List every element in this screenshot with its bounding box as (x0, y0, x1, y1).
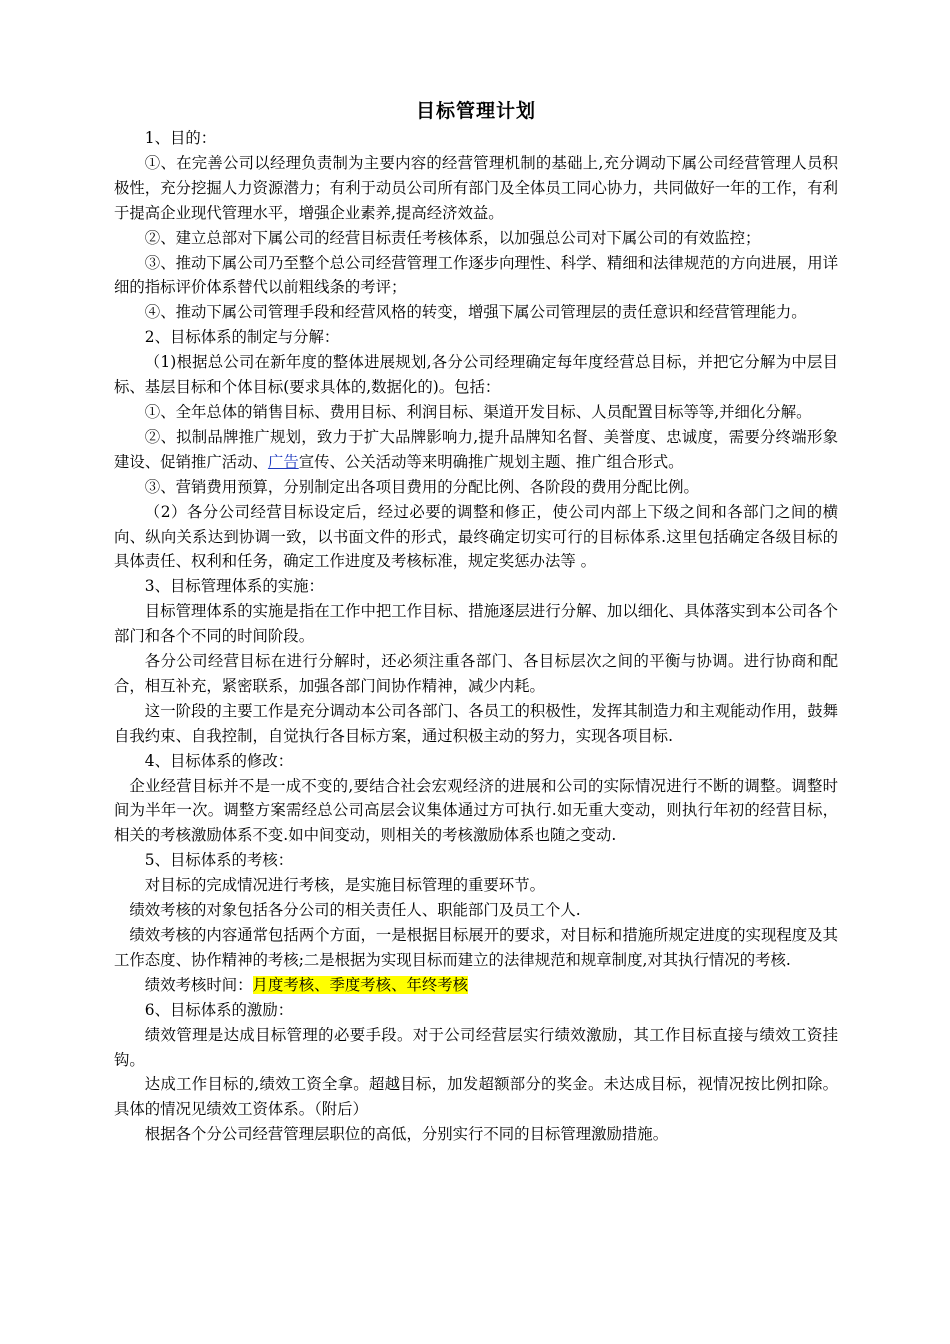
paragraph (114, 425, 838, 475)
paragraph: （2）各分公司经营目标设定后，经过必要的调整和修正，使公司内部上下级之间和各部门之间的横向、纵向关系达到协调一致，以书面文件的形式，最终确定切实可行的目标体系.这里包括确定各级目标的具体责任、权利和任务，确定工作进度及考核标准，规定奖惩办法等 。 (114, 502, 838, 571)
document-body (114, 126, 838, 1147)
paragraph: 这一阶段的主要工作是充分调动本公司各部门、各员工的积极性，发挥其制造力和主观能动作用，鼓舞自我约束、自我控制，自觉执行各目标方案，通过积极主动的努力，实现各项目标. (114, 701, 838, 745)
paragraph: 对目标的完成情况进行考核，是实施目标管理的重要环节。 (144, 876, 545, 895)
document-page (114, 96, 838, 1147)
paragraph: 各分公司经营目标在进行分解时，还必须注重各部门、各目标层次之间的平衡与协调。进行协商和配合，相互补充，紧密联系，加强各部门间协作精神，减少内耗。 (114, 652, 838, 695)
paragraph: ②、建立总部对下属公司的经营目标责任考核体系，以加强总公司对下属公司的有效监控； (144, 228, 761, 247)
paragraph (114, 973, 838, 998)
paragraph: 4、目标体系的修改： (144, 751, 294, 770)
document-title: 目标管理计划 (415, 100, 536, 122)
paragraph: ④、推动下属公司管理手段和经营风格的转变，增强下属公司管理层的责任意识和经营管理能力。 (144, 303, 807, 322)
paragraph: 1、目的： (144, 129, 217, 147)
paragraph: （1)根据总公司在新年度的整体进展规划,各分公司经理确定每年度经营总目标，并把它分解为中层目标、基层目标和个体目标(要求具体的,数据化的)。包括： (114, 353, 838, 397)
paragraph: 6、目标体系的激励： (144, 1000, 294, 1019)
hyperlink[interactable]: 广告 (267, 452, 299, 471)
text-segment: 宣传、公关活动等来明确推广规划主题、推广组合形式。 (298, 452, 684, 471)
paragraph: ③、推动下属公司乃至整个总公司经营管理工作逐步向理性、科学、精细和法律规范的方向进展，用详细的指标评价体系替代以前粗线条的考评； (114, 253, 838, 297)
paragraph: ③、营销费用预算，分别制定出各项目费用的分配比例、各阶段的费用分配比例。 (144, 477, 699, 496)
text-segment: ②、拟制品牌推广规划，致力于扩大品牌影响力,提升品牌知名督、美誉度、忠诚度，需要分终端形象建设、促销推广活动、 (114, 427, 838, 471)
paragraph: ①、在完善公司以经理负责制为主要内容的经营管理机制的基础上,充分调动下属公司经营管理人员积极性，充分挖掘人力资源潜力；有利于动员公司所有部门及全体员工同心协力，共同做好一年的工作，有利于提高企业现代管理水平，增强企业素养,提高经济效益。 (114, 153, 838, 222)
paragraph: 企业经营目标并不是一成不变的,要结合社会宏观经济的进展和公司的实际情况进行不断的调整。调整时间为半年一次。调整方案需经总公司高层会议集体通过方可执行.如无重大变动，则执行年初的经营目标，相关的考核激励体系不变.如中间变动，则相关的考核激励体系也随之变动. (114, 776, 838, 845)
paragraph: 3、目标管理体系的实施： (144, 577, 324, 596)
highlighted-text: 月度考核、季度考核、年终考核 (252, 975, 469, 994)
paragraph: 绩效考核的内容通常包括两个方面，一是根据目标展开的要求，对目标和措施所规定进度的实现程度及其工作态度、协作精神的考核;二是根据为实现目标而建立的法律规范和规章制度,对其执行情况的考核. (114, 926, 838, 969)
paragraph: 绩效考核的对象包括各分公司的相关责任人、职能部门及员工个人. (129, 901, 581, 920)
text-segment: 绩效考核时间： (144, 975, 253, 994)
paragraph: 5、目标体系的考核： (144, 851, 294, 870)
paragraph: 绩效管理是达成目标管理的必要手段。对于公司经营层实行绩效激励，其工作目标直接与绩效工资挂钩。 (114, 1025, 838, 1069)
paragraph: 达成工作目标的,绩效工资全拿。超越目标，加发超额部分的奖金。未达成目标，视情况按比例扣除。具体的情况见绩效工资体系。（附后） (114, 1075, 838, 1119)
paragraph: ①、全年总体的销售目标、费用目标、利润目标、渠道开发目标、人员配置目标等等,并细化分解。 (144, 402, 812, 421)
paragraph: 目标管理体系的实施是指在工作中把工作目标、措施逐层进行分解、加以细化、具体落实到本公司各个部门和各个不同的时间阶段。 (114, 602, 838, 646)
paragraph: 根据各个分公司经营管理层职位的高低，分别实行不同的目标管理激励措施。 (144, 1125, 669, 1144)
paragraph: 2、目标体系的制定与分解： (144, 328, 340, 347)
